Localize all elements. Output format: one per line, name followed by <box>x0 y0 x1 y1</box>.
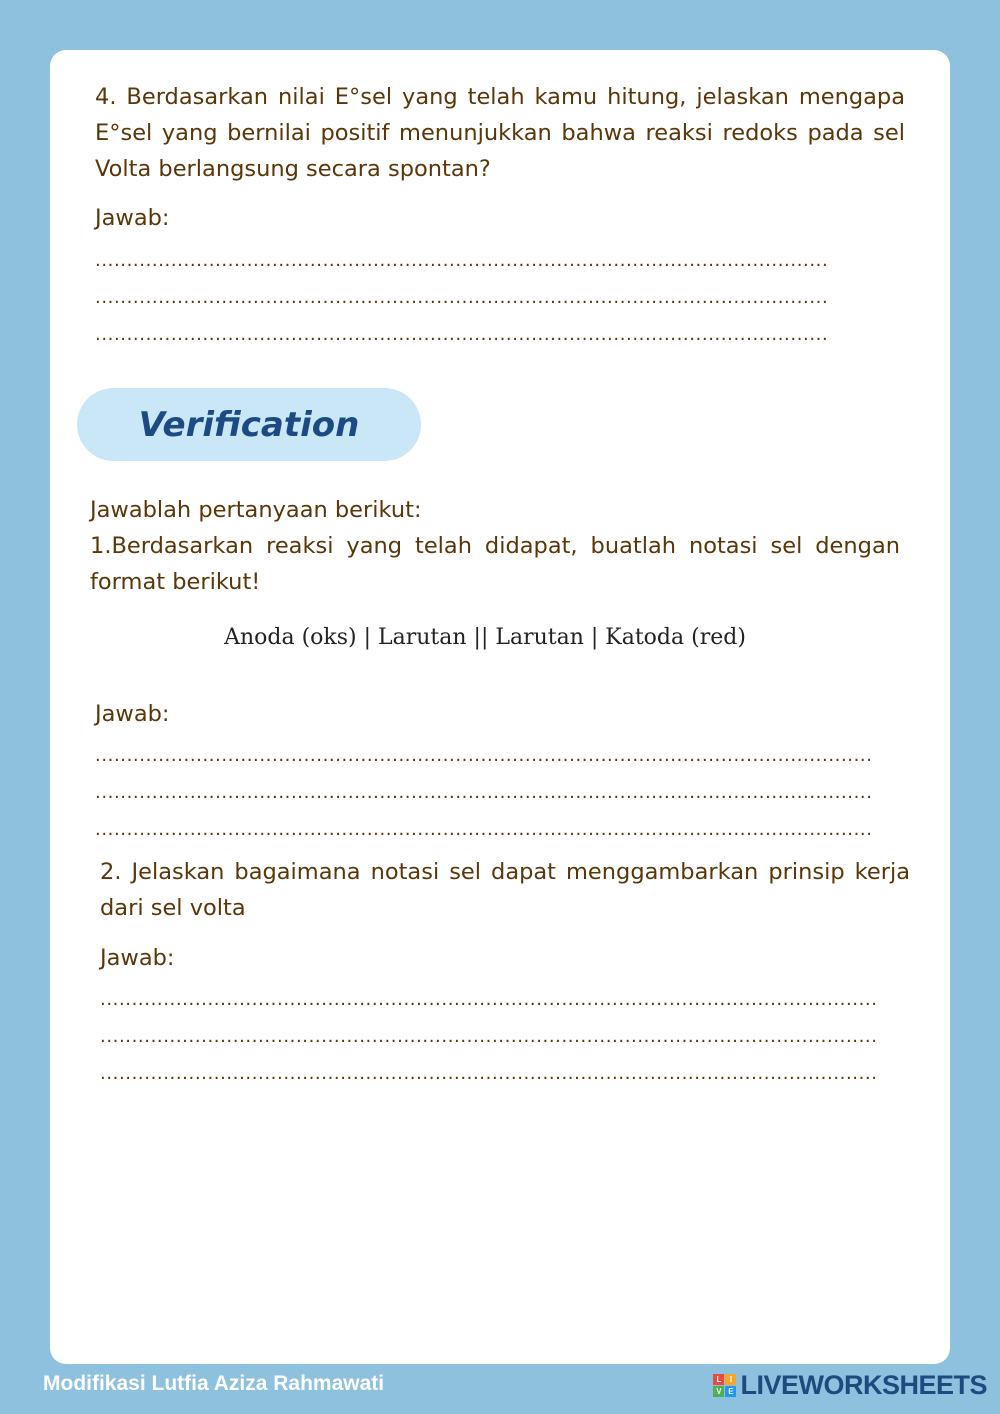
liveworksheets-brand[interactable] <box>713 1370 987 1401</box>
answer-line[interactable]: ........................................................................................................................... <box>100 989 878 1010</box>
answer-line[interactable]: ........................................................................................................................... <box>95 782 873 803</box>
logo-letter: E <box>725 1386 736 1397</box>
answer-line[interactable]: ........................................................................................................................... <box>100 1026 878 1047</box>
question-2-text: 2. Jelaskan bagaimana notasi sel dapat menggambarkan prinsip kerja dari sel volta <box>100 859 910 921</box>
question-2-answer-label: Jawab: <box>100 945 175 971</box>
answer-line[interactable]: ........................................................................................................................... <box>100 1063 878 1084</box>
answer-line[interactable]: .................................................................................................................... <box>95 250 829 271</box>
logo-letter: V <box>713 1386 724 1397</box>
cell-notation-formula: Anoda (oks) | Larutan || Larutan | Katoda (red) <box>224 625 746 650</box>
answer-line[interactable]: ........................................................................................................................... <box>95 745 873 766</box>
section-badge <box>77 388 421 461</box>
liveworksheets-logo-icon <box>713 1374 736 1397</box>
question-1-answer-label: Jawab: <box>95 701 170 727</box>
question-4-answer-label: Jawab: <box>95 205 170 231</box>
brand-name: LIVEWORKSHEETS <box>740 1370 987 1400</box>
instruction-text: Jawablah pertanyaan berikut: <box>90 497 422 523</box>
question-1-text: 1.Berdasarkan reaksi yang telah didapat, buatlah notasi sel dengan format berikut! <box>90 533 900 595</box>
author-credit: Modifikasi Lutfia Aziza Rahmawati <box>43 1372 385 1395</box>
logo-letter: L <box>713 1374 724 1385</box>
section-title: Verification <box>138 404 360 445</box>
question-4-text: 4. Berdasarkan nilai E°sel yang telah kamu hitung, jelaskan mengapa E°sel yang bernilai positif menunjukkan bahwa reaksi redoks pada sel Volta berlangsung secara spontan? <box>95 84 905 182</box>
logo-letter: I <box>725 1374 736 1385</box>
answer-line[interactable]: .................................................................................................................... <box>95 287 829 308</box>
answer-line[interactable]: ........................................................................................................................... <box>95 819 873 840</box>
answer-line[interactable]: .................................................................................................................... <box>95 324 829 345</box>
